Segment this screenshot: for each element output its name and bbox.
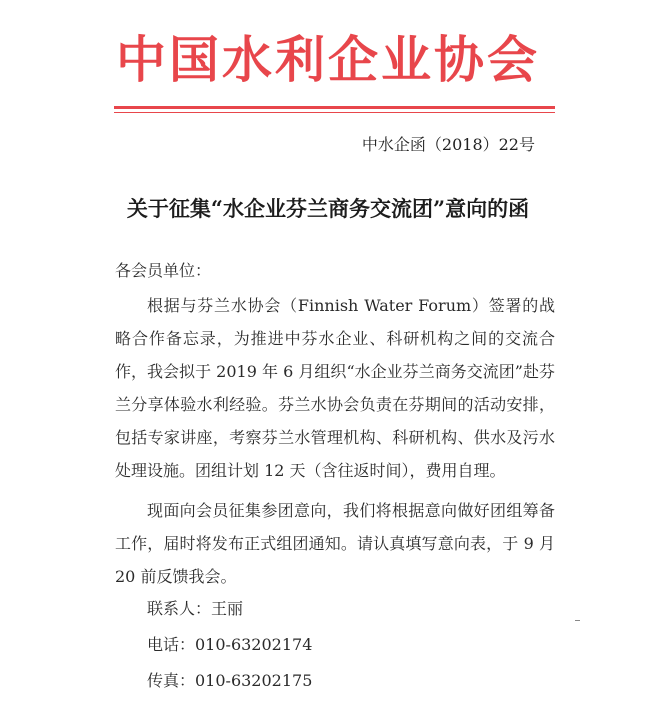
- contact-phone: 电话：010-63202174: [147, 635, 313, 654]
- document-title: 关于征集“水企业芬兰商务交流团”意向的函: [126, 196, 530, 221]
- salutation: 各会员单位：: [115, 261, 212, 280]
- body-paragraph-2: 现面向会员征集参团意向，我们将根据意向做好团组筹备工作，届时将发布正式组团通知。请认真填写意向表，于 9 月 20 前反馈我会。: [115, 501, 555, 586]
- document-number: 中水企函（2018）22号: [361, 135, 535, 154]
- contact-fax: 传真：010-63202175: [147, 671, 313, 690]
- letterhead-rule-thin: [114, 112, 555, 113]
- letterhead-title: 中国水利企业协会: [116, 30, 540, 89]
- margin-tick-mark: [575, 620, 580, 621]
- body-paragraph-1: 根据与芬兰水协会（Finnish Water Forum）签署的战略合作备忘录，为推进中芬水企业、科研机构之间的交流合作，我会拟于 2019 年 6 月组织“水企业芬兰商务交流团”赴芬兰分享体验水利经验。芬兰水协会负责在芬期间的活动安排，包括专家讲座，考察芬兰水管理机构、科研机构、供水及污水处理设施。团组计划 12 天（含往返时间），费用自理。: [115, 296, 555, 480]
- letterhead-rule-thick: [114, 106, 555, 109]
- contact-person: 联系人：王丽: [147, 599, 244, 618]
